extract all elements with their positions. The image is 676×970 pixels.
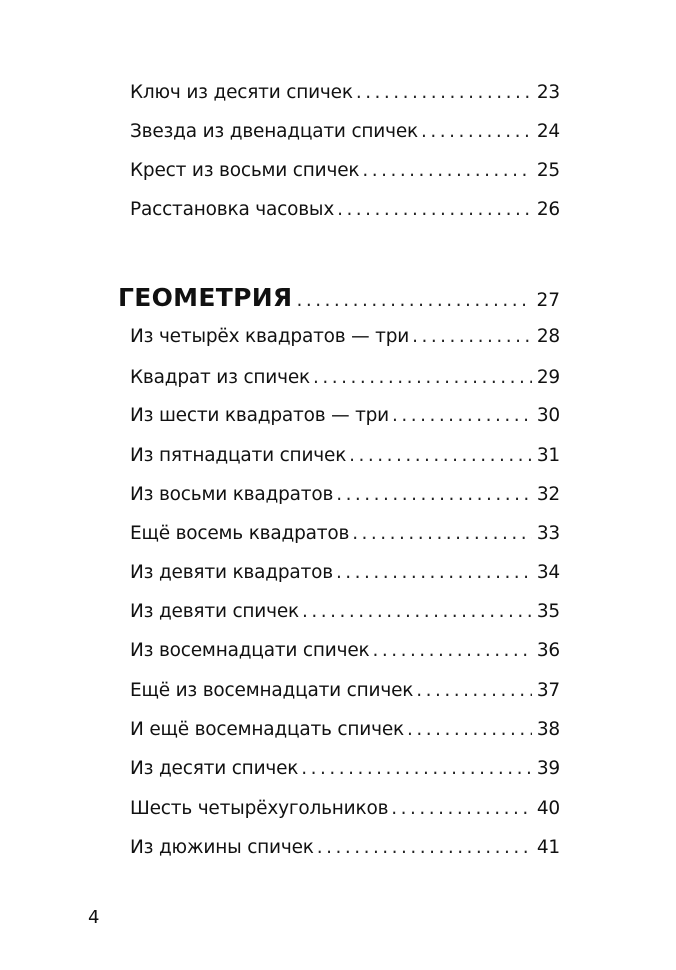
toc-entry-title: Ещё восемь квадратов (130, 523, 350, 544)
toc-entry-title: Шесть четырёхугольников (130, 798, 389, 819)
toc-entry-page: 38 (536, 719, 560, 740)
toc-entry-page: 30 (536, 405, 560, 426)
toc-entry (130, 363, 560, 393)
toc-entry (130, 195, 560, 225)
toc-entry (130, 78, 560, 108)
toc-entry-page: 26 (536, 199, 560, 220)
toc-entry-page: 40 (536, 798, 560, 819)
toc-entry (130, 401, 560, 431)
toc-entry (130, 754, 560, 784)
toc-entry-title: Звезда из двенадцати спичек (130, 121, 419, 142)
toc-entry-page: 29 (536, 367, 560, 388)
toc-entry-page: 23 (536, 82, 560, 103)
toc-entry (130, 676, 560, 706)
dot-leader (392, 401, 532, 431)
dot-leader (416, 676, 532, 706)
toc-entry-title: Крест из восьми спичек (130, 160, 360, 181)
toc-entry-title: Ещё из восемнадцати спичек (130, 680, 414, 701)
toc-entry-page: 34 (536, 562, 560, 583)
toc-entry (130, 833, 560, 863)
toc-entry-title: Из четырёх квадратов — три (130, 326, 410, 347)
toc-entry-title: Из девяти квадратов (130, 562, 333, 583)
toc-entry (130, 441, 560, 471)
dot-leader (313, 363, 532, 393)
toc-entry-page: 39 (536, 758, 560, 779)
section-page: 27 (536, 290, 560, 311)
toc-entry-title: Расстановка часовых (130, 199, 335, 220)
toc-entry-page: 32 (536, 484, 560, 505)
dot-leader (373, 636, 533, 666)
toc-entry-title: Квадрат из спичек (130, 367, 311, 388)
dot-leader (296, 284, 532, 318)
dot-leader (352, 519, 532, 549)
toc-entry-page: 41 (536, 837, 560, 858)
toc-entry-page: 31 (536, 445, 560, 466)
dot-leader (317, 833, 532, 863)
toc-entry (130, 597, 560, 627)
toc-entry-page: 25 (536, 160, 560, 181)
dot-leader (336, 558, 532, 588)
toc-entry-title: Из пятнадцати спичек (130, 445, 347, 466)
dot-leader (356, 78, 532, 108)
toc-entry-page: 36 (536, 640, 560, 661)
toc-entry-page: 35 (536, 601, 560, 622)
toc-entry-page: 33 (536, 523, 560, 544)
dot-leader (362, 156, 532, 186)
toc-entry-page: 24 (536, 121, 560, 142)
toc-entry (130, 117, 560, 147)
toc-entry-page: 28 (536, 326, 560, 347)
toc-entry-title: Из дюжины спичек (130, 837, 314, 858)
toc-entry-title: Из шести квадратов — три (130, 405, 390, 426)
toc-entry (130, 558, 560, 588)
toc-entry-title: Из девяти спичек (130, 601, 300, 622)
toc-entry-title: Из восемнадцати спичек (130, 640, 370, 661)
section-title: ГЕОМЕТРИЯ (118, 283, 293, 312)
toc-entry (130, 519, 560, 549)
toc-entry-page: 37 (536, 680, 560, 701)
dot-leader (337, 195, 532, 225)
page-number: 4 (88, 907, 100, 928)
dot-leader (391, 794, 532, 824)
dot-leader (302, 597, 532, 627)
toc-section-heading (118, 281, 560, 315)
toc-entry (130, 715, 560, 745)
dot-leader (301, 754, 532, 784)
toc-entry (130, 636, 560, 666)
toc-entry-title: Из десяти спичек (130, 758, 299, 779)
toc-entry-title: Из восьми квадратов (130, 484, 334, 505)
toc-entry-title: И ещё восемнадцать спичек (130, 719, 405, 740)
dot-leader (407, 715, 532, 745)
dot-leader (412, 322, 532, 352)
toc-entry (130, 156, 560, 186)
toc-entry (130, 480, 560, 510)
toc-entry-title: Ключ из десяти спичек (130, 82, 353, 103)
toc-entry (130, 322, 560, 352)
dot-leader (421, 117, 532, 147)
toc-entry (130, 794, 560, 824)
dot-leader (336, 480, 532, 510)
dot-leader (349, 441, 532, 471)
